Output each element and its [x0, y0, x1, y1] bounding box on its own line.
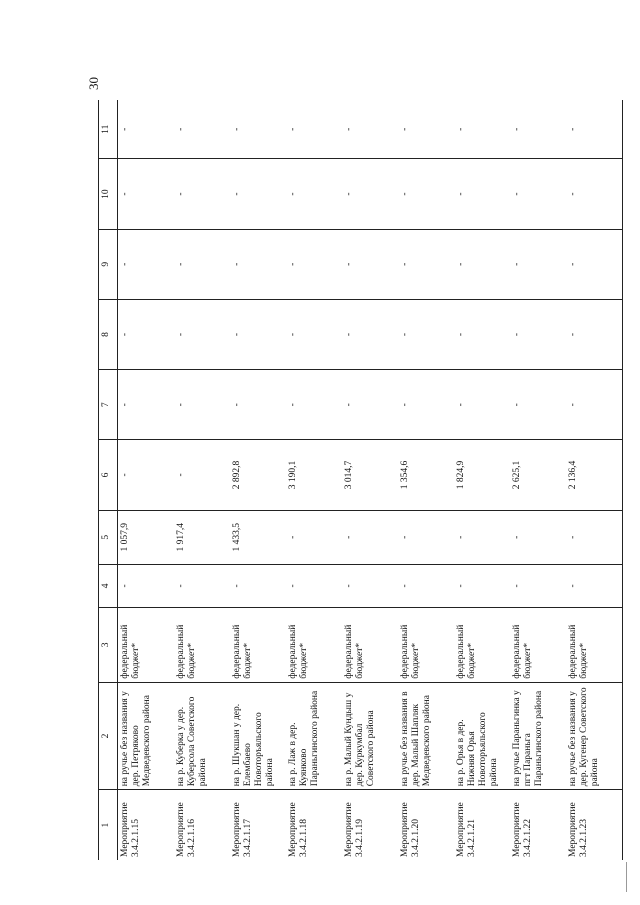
table-cell: -	[566, 100, 623, 159]
table-cell: -	[454, 229, 510, 299]
column-header: 1	[99, 790, 118, 860]
table-cell: 1 057,9	[118, 510, 175, 564]
table-cell: -	[118, 229, 175, 299]
table-cell: федеральный бюджет*	[174, 607, 230, 682]
table-cell: -	[286, 229, 342, 299]
table-cell: на р. Малый Кундыш у дер. Куркумбал Советского района	[342, 682, 398, 790]
table-cell: -	[510, 510, 566, 564]
table-cell: Мероприятие 3.4.2.1.19	[344, 802, 365, 857]
table-cell: -	[118, 370, 175, 440]
table-cell: -	[118, 564, 175, 607]
table-cell: -	[398, 229, 454, 299]
table-cell: на ручье без названия у дер. Петряково Медведевского района	[118, 682, 175, 790]
table-row	[342, 100, 398, 860]
table-cell: -	[174, 564, 230, 607]
table-cell: Мероприятие 3.4.2.1.16	[176, 802, 197, 857]
table-cell: федеральный бюджет*	[566, 607, 623, 682]
table-cell: -	[566, 299, 623, 369]
table-cell: -	[510, 100, 566, 159]
table-row	[398, 100, 454, 860]
table-cell: Мероприятие 3.4.2.1.18	[288, 802, 309, 857]
table-cell: -	[566, 510, 623, 564]
column-header: 2	[99, 682, 118, 790]
table-body	[118, 100, 623, 860]
table-cell: на ручье Параньгинка у пгт Параньга Параньгинского района	[510, 682, 566, 790]
table-cell: -	[342, 564, 398, 607]
table-cell: -	[342, 370, 398, 440]
table-cell: 2 136,4	[566, 440, 623, 510]
table-cell: на р. Лаж в дер. Куянково Параньгинского района	[286, 682, 342, 790]
table-cell: -	[454, 299, 510, 369]
table-cell: 3 190,1	[286, 440, 342, 510]
table-cell: на р. Орья в дер. Нижняя Орья Новоторъяльского района	[454, 682, 510, 790]
table-cell: -	[398, 370, 454, 440]
table-cell: -	[454, 100, 510, 159]
table-cell: 1 824,9	[454, 440, 510, 510]
table-cell: -	[566, 229, 623, 299]
column-header: 9	[99, 229, 118, 299]
table-cell: на р. Куберка у дер. Куберсола Советского района	[174, 682, 230, 790]
column-header: 11	[99, 100, 118, 159]
table-cell: -	[342, 299, 398, 369]
table-cell: Мероприятие 3.4.2.1.20	[400, 802, 421, 857]
table-row	[286, 100, 342, 860]
table-cell: -	[398, 299, 454, 369]
table-cell: -	[510, 299, 566, 369]
table-row	[118, 100, 175, 860]
table-cell: Мероприятие 3.4.2.1.23	[566, 790, 623, 860]
column-header: 4	[99, 564, 118, 607]
table-cell: -	[398, 510, 454, 564]
column-header: 7	[99, 370, 118, 440]
table-cell: -	[454, 370, 510, 440]
table-cell: -	[174, 229, 230, 299]
table-cell: -	[174, 299, 230, 369]
table-cell: -	[230, 159, 286, 229]
table-row	[510, 100, 566, 860]
table-cell: -	[342, 159, 398, 229]
scan-mark	[626, 862, 627, 892]
table-cell: на ручье без названия в дер. Малый Шапляк Медведевского района	[398, 682, 454, 790]
table-cell: федеральный бюджет*	[230, 607, 286, 682]
table-cell: -	[510, 564, 566, 607]
table-cell: -	[286, 564, 342, 607]
column-header: 6	[99, 440, 118, 510]
financing-table	[98, 100, 623, 860]
table-cell: -	[342, 229, 398, 299]
table-cell: -	[286, 510, 342, 564]
table-cell: -	[230, 299, 286, 369]
table-cell: -	[398, 159, 454, 229]
table-cell: -	[286, 370, 342, 440]
table-cell: федеральный бюджет*	[286, 607, 342, 682]
table-cell: -	[174, 370, 230, 440]
table-cell: -	[342, 100, 398, 159]
page-number: 30	[86, 77, 101, 90]
table-row	[174, 100, 230, 860]
table-cell: федеральный бюджет*	[398, 607, 454, 682]
table-cell: Мероприятие 3.4.2.1.21	[456, 802, 477, 857]
table-row	[454, 100, 510, 860]
table-cell: -	[566, 370, 623, 440]
table-cell: -	[286, 159, 342, 229]
table-cell: -	[230, 100, 286, 159]
table-cell: Мероприятие 3.4.2.1.17	[232, 802, 253, 857]
rotated-table-container	[98, 100, 600, 860]
table-cell: 3 014,7	[342, 440, 398, 510]
table-cell: -	[566, 564, 623, 607]
table-cell: -	[398, 564, 454, 607]
table-cell: -	[118, 159, 175, 229]
table-cell: -	[230, 564, 286, 607]
table-header-row	[99, 100, 118, 860]
table-cell: -	[510, 159, 566, 229]
table-cell: -	[342, 510, 398, 564]
table-cell: -	[510, 229, 566, 299]
column-header: 8	[99, 299, 118, 369]
table-cell: -	[454, 510, 510, 564]
table-cell: -	[566, 159, 623, 229]
table-cell: -	[286, 100, 342, 159]
table-cell: -	[454, 564, 510, 607]
table-cell: федеральный бюджет*	[510, 607, 566, 682]
table-cell: Мероприятие 3.4.2.1.15	[120, 802, 141, 857]
table-cell: -	[230, 370, 286, 440]
table-row	[566, 100, 623, 860]
table-cell: -	[118, 299, 175, 369]
table-cell: 1 433,5	[230, 510, 286, 564]
table-cell: 2 892,8	[230, 440, 286, 510]
table-cell: -	[174, 440, 230, 510]
table-cell: на р. Шукшан у дер. Елембаево Новоторъяльского района	[230, 682, 286, 790]
column-header: 3	[99, 607, 118, 682]
table-cell: федеральный бюджет*	[454, 607, 510, 682]
table-cell: федеральный бюджет*	[118, 607, 175, 682]
table-row	[230, 100, 286, 860]
table-cell: -	[118, 100, 175, 159]
table-cell: 1 354,6	[398, 440, 454, 510]
table-cell: -	[174, 159, 230, 229]
table-cell: -	[118, 440, 175, 510]
table-cell: -	[174, 100, 230, 159]
table-cell: -	[230, 229, 286, 299]
table-cell: -	[454, 159, 510, 229]
table-cell: -	[398, 100, 454, 159]
table-cell: федеральный бюджет*	[342, 607, 398, 682]
table-cell: 1 917,4	[174, 510, 230, 564]
table-cell: -	[510, 370, 566, 440]
column-header: 10	[99, 159, 118, 229]
table-cell: 2 625,1	[510, 440, 566, 510]
table-cell: на ручье без названия у дер. Кугенер Советского района	[566, 682, 623, 790]
column-header: 5	[99, 510, 118, 564]
table-cell: -	[286, 299, 342, 369]
table-cell: Мероприятие 3.4.2.1.22	[512, 802, 533, 857]
